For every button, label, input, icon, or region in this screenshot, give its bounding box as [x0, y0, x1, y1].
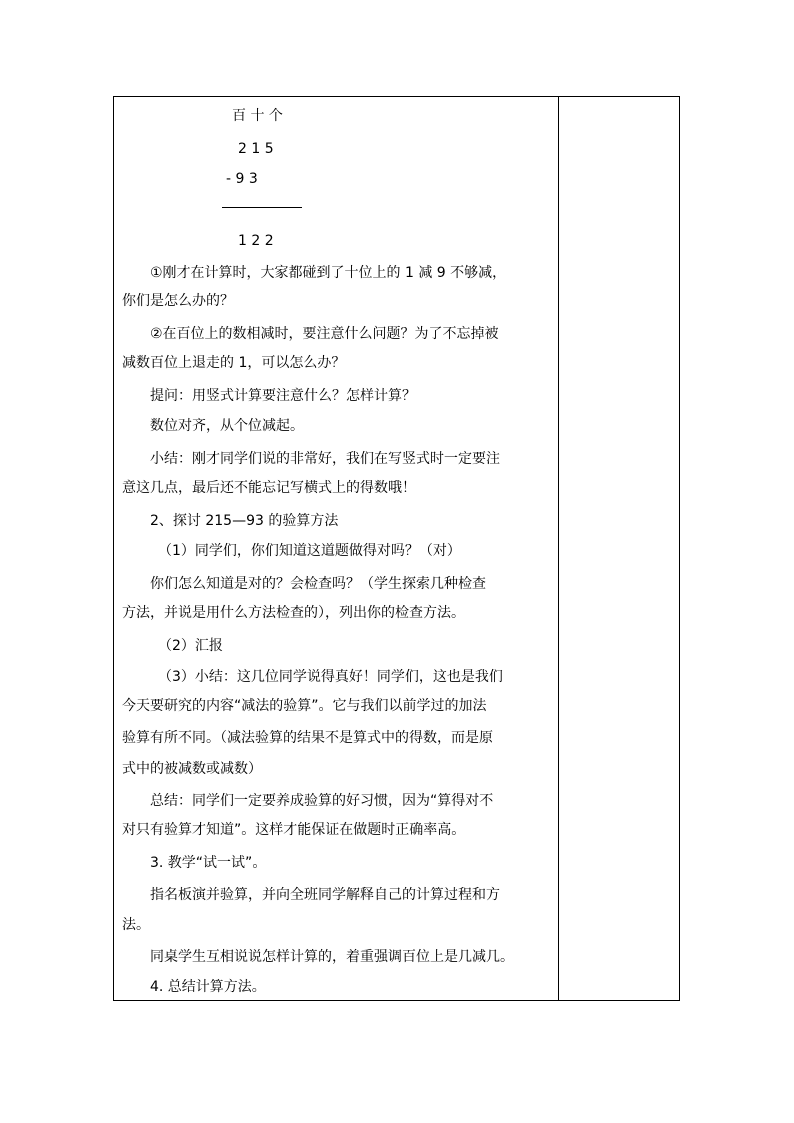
notes-cell	[559, 97, 679, 1000]
point-2: （2）汇报	[158, 638, 223, 654]
desk-text: 同桌学生互相说说怎样计算的，着重强调百位上是几减几。	[150, 949, 514, 965]
section-4-heading: 4. 总结计算方法。	[150, 979, 266, 995]
summary-1-line-1: 小结：刚才同学们说的非常好，我们在写竖式时一定要注	[150, 451, 500, 467]
align-text: 数位对齐，从个位减起。	[150, 418, 304, 434]
question-1-line-2: 你们是怎么办的？	[122, 293, 234, 309]
question-2-line-2: 减数百位上退走的 1，可以怎么办？	[122, 355, 346, 371]
point-3-line-4: 式中的被减数或减数）	[122, 761, 262, 777]
minuend: 2 1 5	[238, 141, 274, 157]
point-3-line-1: （3）小结：这几位同学说得真好！同学们，这也是我们	[158, 669, 503, 685]
total-line-1: 总结：同学们一定要养成验算的好习惯，因为“算得对不	[150, 793, 494, 809]
question-2-line-1: ②在百位上的数相减时，要注意什么问题？为了不忘掉被	[150, 326, 499, 342]
check-line-1: 你们怎么知道是对的？会检查吗？（学生探索几种检查	[150, 576, 486, 592]
board-line-2: 法。	[122, 917, 150, 933]
lesson-content-cell	[114, 97, 558, 1000]
calc-result: 1 2 2	[238, 233, 274, 249]
question-1-line-1: ①刚才在计算时，大家都碰到了十位上的 1 减 9 不够减，	[150, 265, 507, 281]
lesson-table	[113, 96, 680, 1001]
section-2-heading: 2、探讨 215—93 的验算方法	[150, 513, 339, 529]
ask-text: 提问：用竖式计算要注意什么？怎样计算？	[150, 388, 416, 404]
point-3-line-2: 今天要研究的内容“减法的验算”。它与我们以前学过的加法	[122, 698, 487, 714]
summary-1-line-2: 意这几点，最后还不能忘记写横式上的得数哦！	[122, 480, 416, 496]
total-line-2: 对只有验算才知道”。这样才能保证在做题时正确率高。	[122, 822, 466, 838]
point-3-line-3: 验算有所不同。（减法验算的结果不是算式中的得数，而是原	[122, 730, 493, 746]
place-value-header: 百 十 个	[232, 108, 283, 124]
point-1: （1）同学们，你们知道这道题做得对吗？（对）	[158, 543, 461, 559]
check-line-2: 方法，并说是用什么方法检查的），列出你的检查方法。	[122, 605, 465, 621]
board-line-1: 指名板演并验算，并向全班同学解释自己的计算过程和方	[150, 887, 500, 903]
subtrahend: - 9 3	[226, 171, 258, 187]
section-3-heading: 3. 教学“试一试”。	[150, 855, 267, 871]
calc-underline	[222, 207, 302, 208]
